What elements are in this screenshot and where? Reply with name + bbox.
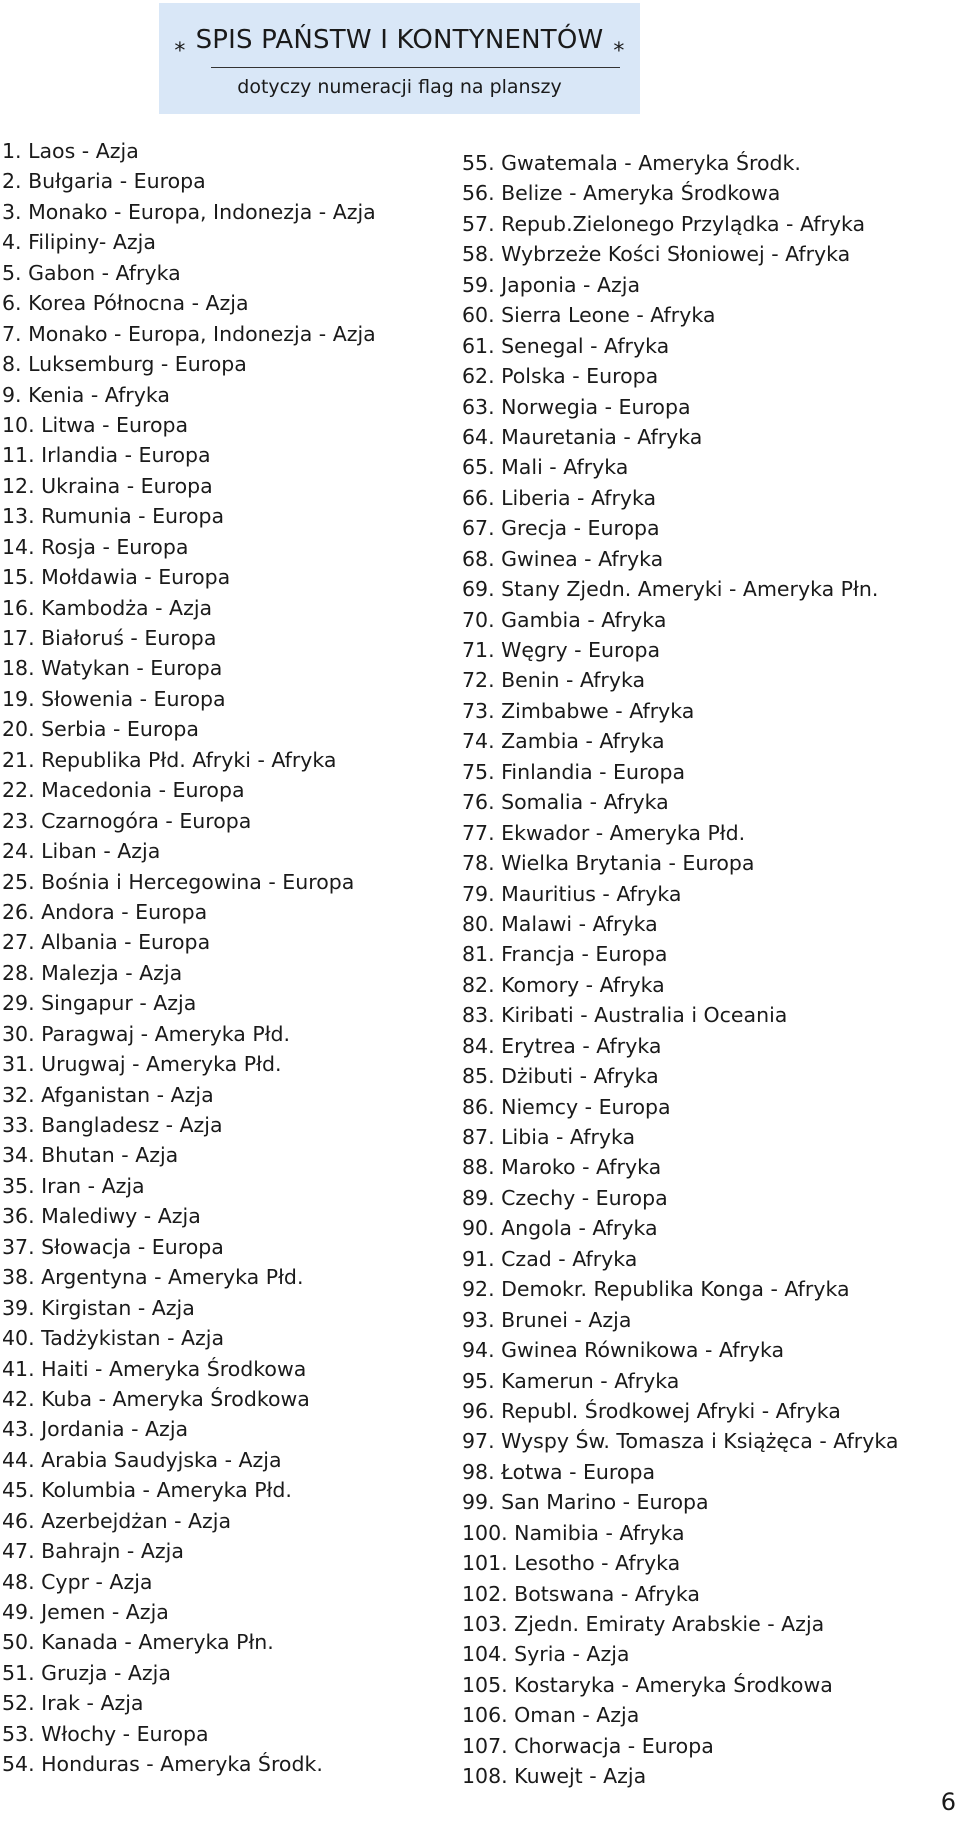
list-item: 91. Czad - Afryka — [462, 1246, 638, 1271]
list-item: 11. Irlandia - Europa — [2, 443, 211, 468]
list-item: 60. Sierra Leone - Afryka — [462, 303, 716, 328]
list-item: 100. Namibia - Afryka — [462, 1520, 685, 1545]
list-item: 31. Urugwaj - Ameryka Płd. — [2, 1052, 282, 1077]
list-item: 76. Somalia - Afryka — [462, 790, 669, 815]
list-item: 63. Norwegia - Europa — [462, 394, 691, 419]
list-item: 30. Paragwaj - Ameryka Płd. — [2, 1021, 291, 1046]
list-item: 92. Demokr. Republika Konga - Afryka — [462, 1277, 850, 1302]
list-item: 33. Bangladesz - Azja — [2, 1113, 223, 1137]
list-item: 88. Maroko - Afryka — [462, 1155, 662, 1180]
list-item: 50. Kanada - Ameryka Płn. — [2, 1630, 274, 1655]
list-item: 67. Grecja - Europa — [462, 516, 660, 541]
list-item: 36. Malediwy - Azja — [2, 1204, 201, 1229]
list-item: 2. Bułgaria - Europa — [2, 169, 206, 194]
list-item: 25. Bośnia i Hercegowina - Europa — [2, 869, 355, 894]
list-item: 27. Albania - Europa — [2, 930, 211, 955]
list-item: 54. Honduras - Ameryka Środk. — [2, 1752, 323, 1777]
list-item: 97. Wyspy Św. Tomasza i Książęca - Afryka — [462, 1429, 899, 1454]
list-item: 8. Luksemburg - Europa — [2, 352, 247, 377]
list-item: 90. Angola - Afryka — [462, 1216, 658, 1241]
list-item: 15. Mołdawia - Europa — [2, 565, 231, 590]
list-item: 14. Rosja - Europa — [2, 534, 189, 559]
asterisk-icon: ⁎ — [613, 32, 625, 57]
list-item: 32. Afganistan - Azja — [2, 1082, 214, 1107]
list-item: 4. Filipiny- Azja — [2, 230, 156, 255]
list-item: 35. Iran - Azja — [2, 1173, 145, 1198]
list-item: 95. Kamerun - Afryka — [462, 1368, 680, 1393]
list-item: 23. Czarnogóra - Europa — [2, 808, 252, 833]
list-item: 55. Gwatemala - Ameryka Środk. — [462, 151, 801, 175]
list-item: 78. Wielka Brytania - Europa — [462, 851, 755, 876]
list-item: 87. Libia - Afryka — [462, 1125, 636, 1149]
list-item: 77. Ekwador - Ameryka Płd. — [462, 820, 746, 845]
title-text: SPIS PAŃSTW I KONTYNENTÓW — [195, 25, 604, 55]
list-item: 71. Węgry - Europa — [462, 638, 661, 662]
list-item: 1. Laos - Azja — [2, 139, 139, 163]
list-item: 64. Mauretania - Afryka — [462, 424, 703, 449]
list-item: 34. Bhutan - Azja — [2, 1143, 179, 1168]
list-item: 13. Rumunia - Europa — [2, 504, 225, 529]
list-item: 101. Lesotho - Afryka — [462, 1551, 681, 1576]
list-item: 66. Liberia - Afryka — [462, 485, 657, 510]
list-item: 7. Monako - Europa, Indonezja - Azja — [2, 321, 376, 346]
list-item: 80. Malawi - Afryka — [462, 911, 658, 936]
page-title — [159, 25, 640, 55]
country-list-right — [462, 148, 898, 1792]
list-item: 19. Słowenia - Europa — [2, 686, 226, 711]
list-item: 41. Haiti - Ameryka Środkowa — [2, 1356, 307, 1381]
page-subtitle: dotyczy numeracji flag na planszy — [237, 76, 562, 98]
list-item: 82. Komory - Afryka — [462, 972, 665, 997]
list-item: 108. Kuwejt - Azja — [462, 1764, 647, 1789]
list-item: 51. Gruzja - Azja — [2, 1660, 171, 1685]
list-item: 98. Łotwa - Europa — [462, 1459, 656, 1484]
list-item: 93. Brunei - Azja — [462, 1307, 632, 1332]
title-divider — [211, 67, 620, 68]
list-item: 26. Andora - Europa — [2, 899, 208, 924]
list-item: 79. Mauritius - Afryka — [462, 881, 682, 906]
list-item: 70. Gambia - Afryka — [462, 607, 667, 632]
list-item: 61. Senegal - Afryka — [462, 333, 670, 358]
list-item: 39. Kirgistan - Azja — [2, 1295, 195, 1320]
asterisk-icon: ⁎ — [174, 32, 186, 57]
list-item: 3. Monako - Europa, Indonezja - Azja — [2, 199, 376, 224]
list-item: 21. Republika Płd. Afryki - Afryka — [2, 747, 337, 772]
country-list-left — [2, 136, 376, 1780]
list-item: 62. Polska - Europa — [462, 364, 659, 389]
list-item: 9. Kenia - Afryka — [2, 382, 170, 407]
list-item: 72. Benin - Afryka — [462, 668, 646, 693]
list-item: 85. Dżibuti - Afryka — [462, 1064, 659, 1089]
list-item: 45. Kolumbia - Ameryka Płd. — [2, 1478, 292, 1503]
list-item: 73. Zimbabwe - Afryka — [462, 698, 695, 723]
list-item: 65. Mali - Afryka — [462, 455, 629, 480]
list-item: 18. Watykan - Europa — [2, 656, 223, 681]
list-item: 37. Słowacja - Europa — [2, 1234, 224, 1259]
list-item: 22. Macedonia - Europa — [2, 778, 245, 803]
list-item: 38. Argentyna - Ameryka Płd. — [2, 1265, 304, 1290]
list-item: 75. Finlandia - Europa — [462, 759, 686, 784]
list-item: 52. Irak - Azja — [2, 1691, 144, 1716]
list-item: 12. Ukraina - Europa — [2, 473, 213, 498]
list-item: 58. Wybrzeże Kości Słoniowej - Afryka — [462, 242, 851, 267]
list-item: 48. Cypr - Azja — [2, 1569, 153, 1594]
list-item: 56. Belize - Ameryka Środkowa — [462, 181, 781, 206]
list-item: 94. Gwinea Równikowa - Afryka — [462, 1338, 785, 1363]
list-item: 44. Arabia Saudyjska - Azja — [2, 1447, 282, 1472]
list-item: 42. Kuba - Ameryka Środkowa — [2, 1386, 310, 1411]
list-item: 57. Repub.Zielonego Przylądka - Afryka — [462, 211, 866, 236]
list-item: 102. Botswana - Afryka — [462, 1581, 700, 1606]
list-item: 49. Jemen - Azja — [2, 1600, 169, 1624]
list-item: 74. Zambia - Afryka — [462, 729, 665, 754]
header-box — [159, 3, 640, 114]
list-item: 29. Singapur - Azja — [2, 991, 197, 1016]
list-item: 99. San Marino - Europa — [462, 1490, 709, 1515]
list-item: 83. Kiribati - Australia i Oceania — [462, 1003, 788, 1028]
list-item: 103. Zjedn. Emiraty Arabskie - Azja — [462, 1612, 825, 1636]
list-item: 47. Bahrajn - Azja — [2, 1539, 184, 1564]
list-item: 106. Oman - Azja — [462, 1703, 640, 1728]
list-item: 46. Azerbejdżan - Azja — [2, 1508, 232, 1533]
list-item: 40. Tadżykistan - Azja — [2, 1326, 225, 1351]
list-item: 28. Malezja - Azja — [2, 960, 183, 985]
list-item: 24. Liban - Azja — [2, 839, 161, 864]
list-item: 96. Republ. Środkowej Afryki - Afryka — [462, 1398, 841, 1423]
list-item: 20. Serbia - Europa — [2, 717, 199, 742]
list-item: 53. Włochy - Europa — [2, 1721, 209, 1746]
list-item: 81. Francja - Europa — [462, 942, 668, 967]
list-item: 43. Jordania - Azja — [2, 1417, 189, 1442]
page-number: 6 — [940, 1788, 956, 1816]
list-item: 5. Gabon - Afryka — [2, 260, 181, 285]
list-item: 105. Kostaryka - Ameryka Środkowa — [462, 1672, 833, 1697]
list-item: 104. Syria - Azja — [462, 1642, 630, 1667]
list-item: 16. Kambodża - Azja — [2, 595, 213, 620]
list-item: 86. Niemcy - Europa — [462, 1094, 671, 1119]
list-item: 89. Czechy - Europa — [462, 1185, 668, 1210]
list-item: 69. Stany Zjedn. Ameryki - Ameryka Płn. — [462, 577, 879, 602]
list-item: 68. Gwinea - Afryka — [462, 546, 664, 571]
list-item: 107. Chorwacja - Europa — [462, 1733, 714, 1758]
list-item: 84. Erytrea - Afryka — [462, 1033, 662, 1058]
list-item: 10. Litwa - Europa — [2, 412, 189, 437]
list-item: 59. Japonia - Azja — [462, 272, 641, 297]
list-item: 6. Korea Północna - Azja — [2, 291, 249, 316]
list-item: 17. Białoruś - Europa — [2, 626, 217, 650]
